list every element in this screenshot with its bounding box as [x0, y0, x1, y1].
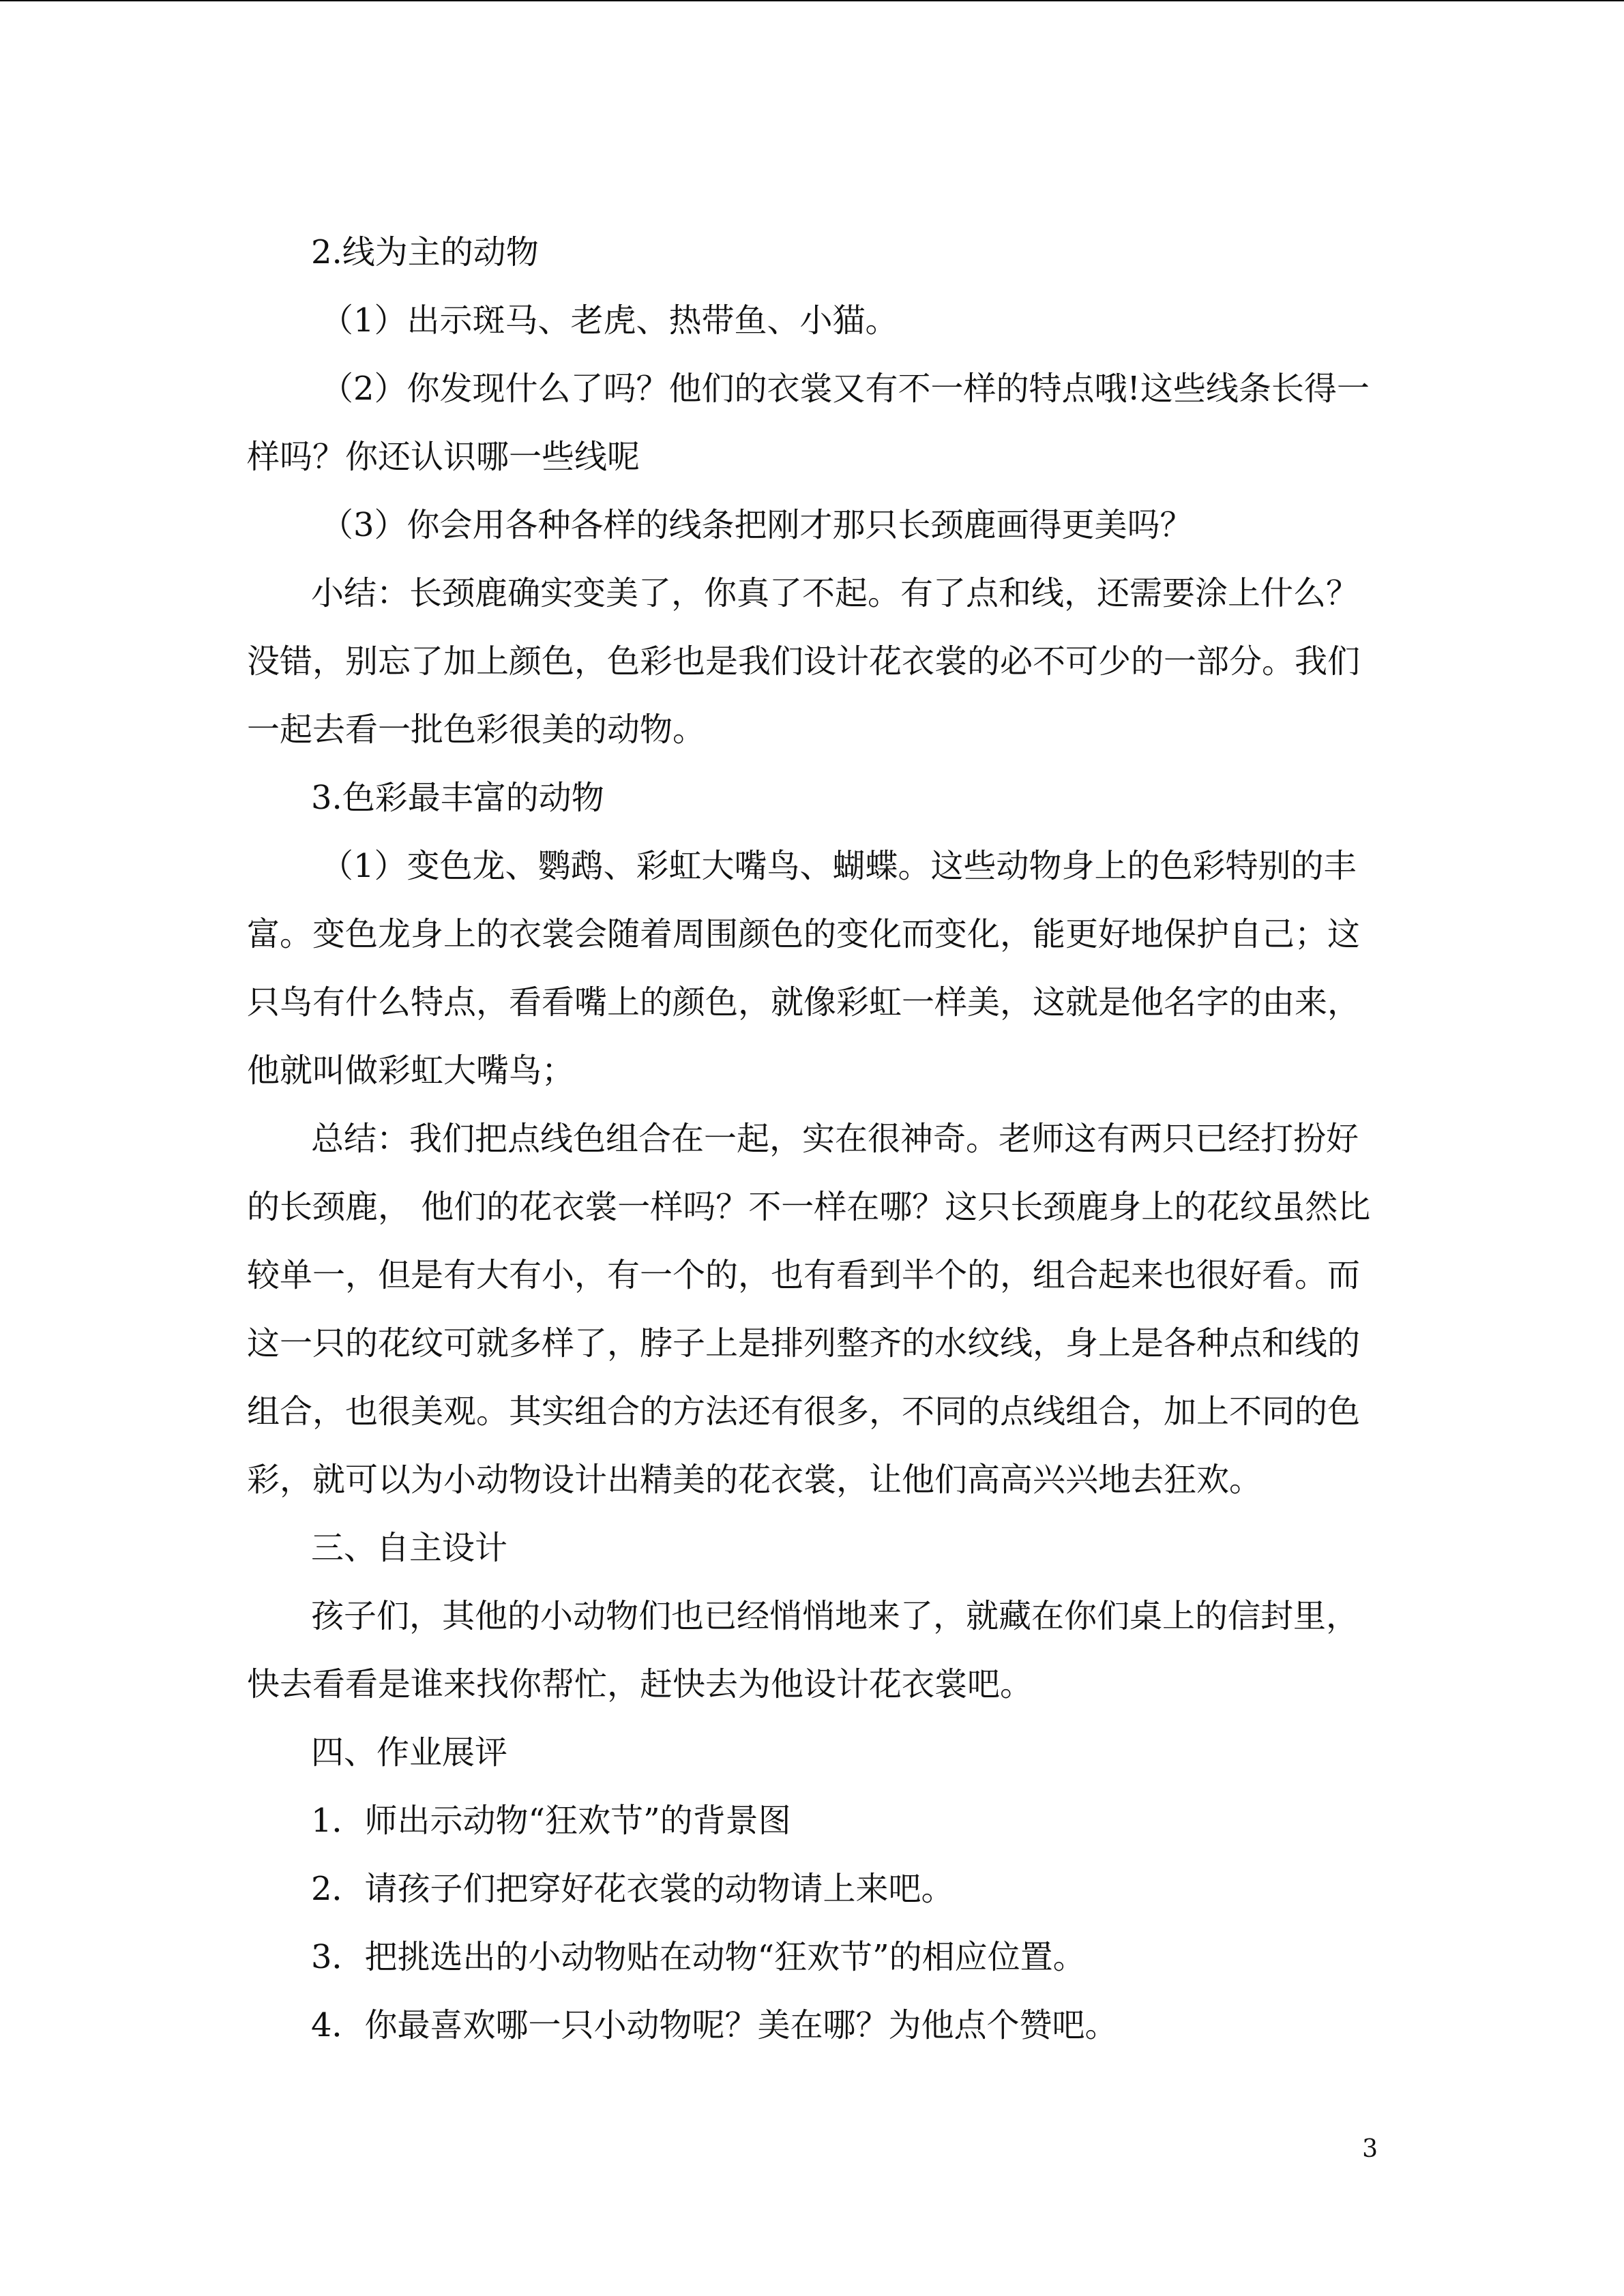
paragraph-line: 组合，也很美观。其实组合的方法还有很多，不同的点线组合，加上不同的色: [247, 1392, 1361, 1431]
page-number: 3: [1362, 2135, 1378, 2163]
paragraph-line: 没错，别忘了加上颜色，色彩也是我们设计花衣裳的必不可少的一部分。我们: [247, 642, 1361, 681]
paragraph-line: 快去看看是谁来找你帮忙，赶快去为他设计花衣裳吧。: [247, 1665, 1033, 1703]
paragraph-line: （1）变色龙、鹦鹉、彩虹大嘴鸟、蝴蝶。这些动物身上的色彩特别的丰: [321, 847, 1357, 885]
paragraph-line: 较单一，但是有大有小，有一个的，也有看到半个的，组合起来也很好看。而: [247, 1256, 1361, 1294]
paragraph-line: 富。变色龙身上的衣裳会随着周围颜色的变化而变化，能更好地保护自己；这: [247, 915, 1361, 953]
list-item: 1．师出示动物“狂欢节”的背景图: [311, 1802, 791, 1840]
paragraph-line: 这一只的花纹可就多样了，脖子上是排列整齐的水纹线，身上是各种点和线的: [247, 1324, 1361, 1362]
heading-line-animals: 2.线为主的动物: [311, 233, 539, 271]
paragraph-line: 孩子们，其他的小动物们也已经悄悄地来了，就藏在你们桌上的信封里，: [311, 1597, 1359, 1635]
paragraph-line: 总结：我们把点线色组合在一起，实在很神奇。老师这有两只已经打扮好: [311, 1120, 1359, 1158]
section-heading-homework-review: 四、作业展评: [311, 1733, 508, 1772]
list-item: 2．请孩子们把穿好花衣裳的动物请上来吧。: [311, 1870, 954, 1908]
paragraph-line: 小结：长颈鹿确实变美了，你真了不起。有了点和线，还需要涂上什么？: [311, 574, 1359, 612]
paragraph-line: 他就叫做彩虹大嘴鸟；: [247, 1052, 575, 1090]
paragraph-line: 样吗？你还认识哪一些线呢: [247, 438, 640, 476]
paragraph-line: （2）你发现什么了吗？他们的衣裳又有不一样的特点哦!这些线条长得一: [321, 370, 1370, 408]
list-item: 3．把挑选出的小动物贴在动物“狂欢节”的相应位置。: [311, 1938, 1086, 1976]
list-item: 4．你最喜欢哪一只小动物呢？美在哪？为他点个赞吧。: [311, 2006, 1118, 2044]
heading-line-color: 3.色彩最丰富的动物: [311, 779, 604, 817]
paragraph-line: 彩，就可以为小动物设计出精美的花衣裳，让他们高高兴兴地去狂欢。: [247, 1461, 1263, 1499]
section-heading-self-design: 三、自主设计: [311, 1529, 508, 1567]
paragraph-line: 一起去看一批色彩很美的动物。: [247, 711, 706, 749]
paragraph-line: （1）出示斑马、老虎、热带鱼、小猫。: [321, 301, 898, 340]
body-text: [247, 218, 1379, 2059]
paragraph-line: （3）你会用各种各样的线条把刚才那只长颈鹿画得更美吗？: [321, 506, 1193, 544]
paragraph-line: 的长颈鹿， 他们的花衣裳一样吗？不一样在哪？这只长颈鹿身上的花纹虽然比: [247, 1188, 1371, 1226]
paragraph-line: 只鸟有什么特点，看看嘴上的颜色，就像彩虹一样美，这就是他名字的由来，: [247, 983, 1361, 1022]
